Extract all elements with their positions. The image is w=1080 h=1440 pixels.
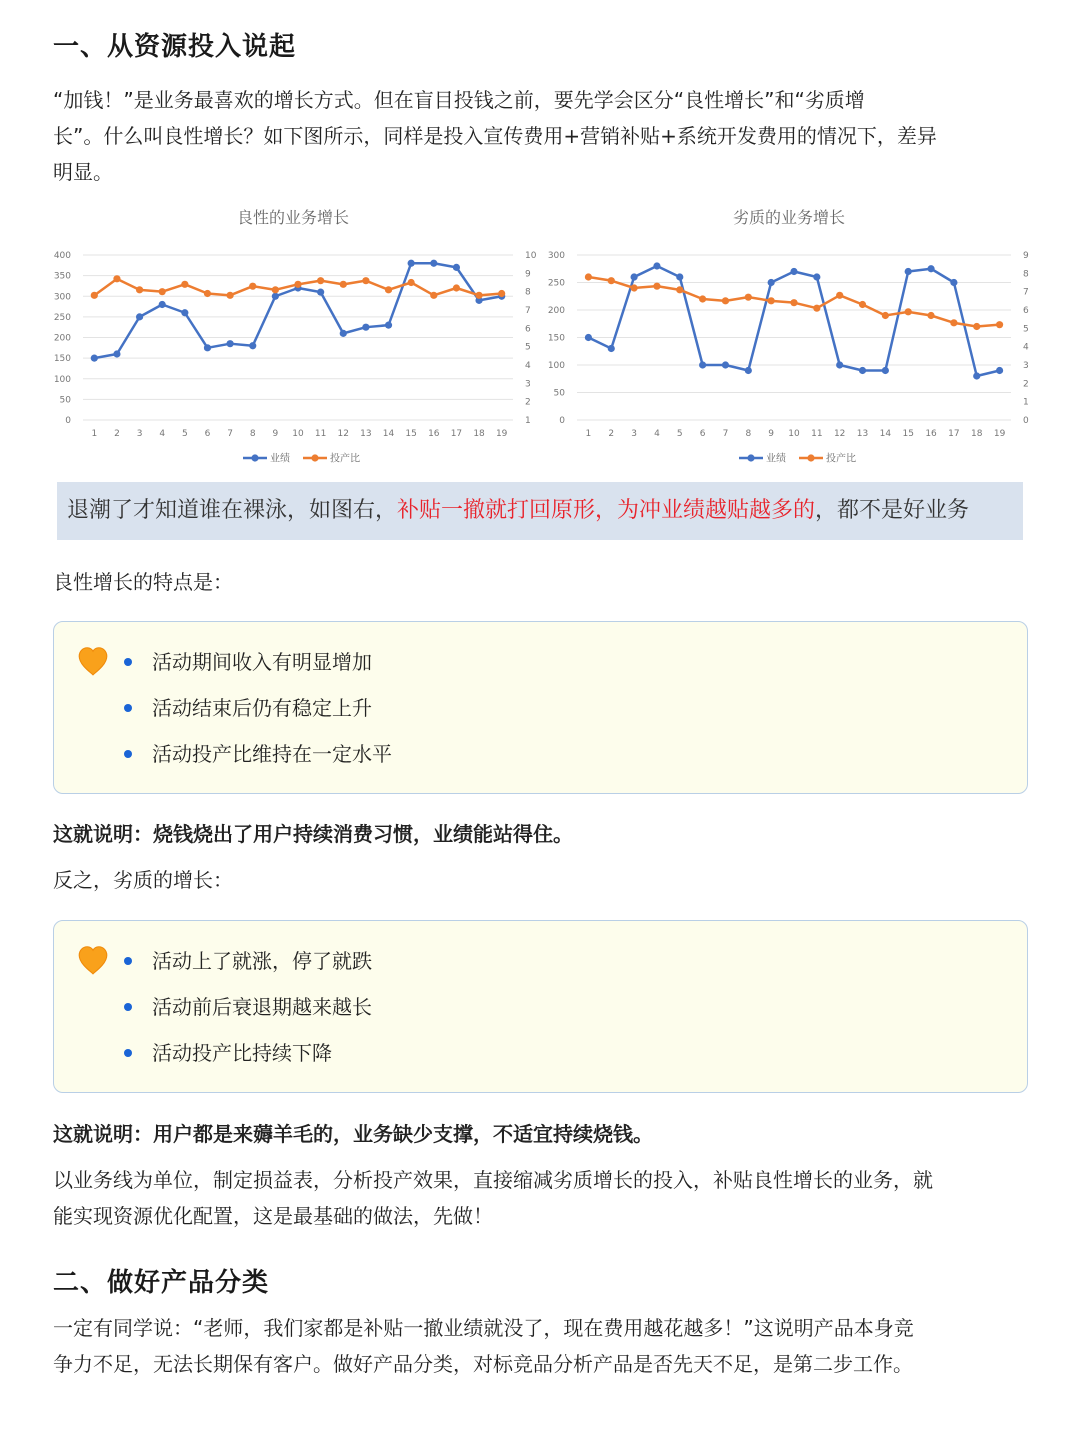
bad-growth-conclusion: 这就说明：用户都是来薅羊毛的，业务缺少支撑，不适宜持续烧钱。 (53, 1122, 653, 1146)
bullet-dot (124, 1003, 132, 1011)
x-tick-label: 15 (405, 429, 417, 439)
x-tick-label: 6 (204, 429, 211, 439)
data-point (498, 290, 505, 297)
y2-tick-label: 1 (1023, 397, 1029, 408)
x-tick-label: 8 (745, 429, 752, 439)
data-point (653, 283, 660, 290)
y2-tick-label: 9 (525, 269, 531, 280)
good-growth-conclusion: 这就说明：烧钱烧出了用户持续消费习惯，业绩能站得住。 (53, 822, 573, 846)
x-tick-label: 18 (971, 429, 983, 439)
y2-tick-label: 6 (1023, 306, 1029, 316)
x-tick-label: 3 (631, 429, 637, 439)
data-point (608, 345, 615, 352)
data-point (950, 279, 957, 286)
data-point (790, 299, 797, 306)
x-tick-label: 17 (948, 429, 960, 439)
y2-tick-label: 3 (1023, 361, 1029, 371)
y-tick-label: 100 (53, 374, 71, 385)
data-point (385, 322, 392, 329)
x-tick-label: 16 (428, 429, 440, 439)
x-tick-label: 12 (337, 429, 349, 439)
list-item (124, 1033, 372, 1079)
data-point (836, 292, 843, 299)
summary-line-1: 以业务线为单位，制定损益表，分析投产效果，直接缩减劣质增长的投入，补贴良性增长的业务，就 (53, 1168, 933, 1192)
x-tick-label: 2 (114, 429, 120, 439)
data-point (790, 268, 797, 275)
data-point (430, 260, 437, 267)
y2-tick-label: 7 (1023, 287, 1029, 298)
y-tick-label: 200 (53, 333, 71, 344)
data-point (859, 301, 866, 308)
data-point (676, 286, 683, 293)
data-point (882, 367, 889, 374)
x-tick-label: 1 (585, 429, 592, 439)
list-item-text: 活动结束后仍有稳定上升 (152, 696, 372, 720)
banner-text-start: 退潮了才知道谁在裸泳，如图右， (67, 498, 398, 523)
list-item-text: 活动前后衰退期越来越长 (152, 995, 372, 1019)
list-item (124, 734, 392, 780)
x-tick-label: 4 (654, 429, 660, 439)
good-growth-lead: 良性增长的特点是： (53, 570, 233, 594)
good-growth-list (124, 642, 392, 780)
data-point (996, 321, 1003, 328)
chart-good-growth-plot (48, 205, 538, 475)
section-1-heading: 一、从资源投入说起 (53, 32, 297, 62)
legend-marker (747, 454, 754, 461)
x-tick-label: 5 (181, 429, 188, 439)
bad-growth-list (124, 941, 372, 1079)
bullet-dot (124, 658, 132, 666)
data-point (91, 355, 98, 362)
data-point (722, 297, 729, 304)
data-point (204, 290, 211, 297)
data-point (585, 273, 592, 280)
data-point (722, 361, 729, 368)
y2-tick-label: 8 (525, 287, 531, 298)
data-point (768, 297, 775, 304)
series-line-performance (94, 263, 501, 358)
x-tick-label: 11 (314, 429, 327, 439)
data-point (813, 305, 820, 312)
x-tick-label: 7 (722, 429, 729, 439)
chart-title: 良性的业务增长 (236, 208, 349, 227)
x-tick-label: 13 (360, 429, 372, 439)
data-point (294, 281, 301, 288)
bullet-dot (124, 704, 132, 712)
data-point (453, 284, 460, 291)
chart-bad-growth-plot (542, 205, 1036, 475)
orange-heart-icon (76, 644, 110, 678)
y2-tick-label: 9 (1023, 251, 1029, 261)
y2-tick-label: 7 (525, 306, 531, 316)
banner-text-end: ，都不是好业务 (815, 498, 970, 523)
y2-tick-label: 4 (525, 361, 531, 371)
data-point (905, 268, 912, 275)
y2-tick-label: 2 (525, 397, 531, 408)
list-item (124, 941, 372, 987)
legend-label: 业绩 (270, 453, 290, 465)
x-tick-label: 8 (249, 429, 256, 439)
data-point (227, 292, 234, 299)
x-tick-label: 10 (292, 429, 304, 439)
x-tick-label: 10 (788, 429, 800, 439)
x-tick-label: 19 (993, 429, 1006, 439)
data-point (317, 277, 324, 284)
y2-tick-label: 2 (1023, 379, 1029, 390)
data-point (699, 361, 706, 368)
data-point (249, 283, 256, 290)
intro-paragraph-line-1: “加钱！”是业务最喜欢的增长方式。但在盲目投钱之前，要先学会区分“良性增长”和“劣质增 (53, 88, 865, 112)
x-tick-label: 17 (450, 429, 463, 439)
caption-banner (57, 482, 1023, 540)
intro-paragraph-line-3: 明显。 (53, 160, 113, 184)
data-point (136, 313, 143, 320)
x-tick-label: 14 (382, 429, 395, 439)
data-point (249, 342, 256, 349)
legend-marker (251, 454, 258, 461)
data-point (408, 279, 415, 286)
data-point (631, 284, 638, 291)
y2-tick-label: 10 (525, 251, 537, 261)
data-point (653, 262, 660, 269)
y-tick-label: 0 (65, 416, 71, 426)
y-tick-label: 150 (547, 333, 565, 344)
x-tick-label: 13 (856, 429, 869, 439)
y-tick-label: 0 (559, 416, 565, 426)
section-2-line-1: 一定有同学说：“老师，我们家都是补贴一撤业绩就没了，现在费用越花越多！”这说明产品本身竞 (53, 1316, 914, 1340)
data-point (608, 277, 615, 284)
x-tick-label: 9 (272, 429, 279, 439)
data-point (430, 292, 437, 299)
data-point (340, 330, 347, 337)
data-point (676, 273, 683, 280)
data-point (973, 372, 980, 379)
bullet-dot (124, 957, 132, 965)
banner-highlight: 补贴一撤就打回原形，为冲业绩越贴越多的 (397, 498, 816, 523)
y-tick-label: 200 (547, 306, 565, 316)
y-tick-label: 150 (53, 354, 71, 365)
x-tick-label: 5 (676, 429, 683, 439)
chart-bad-growth (542, 205, 1036, 475)
data-point (475, 292, 482, 299)
data-point (317, 289, 324, 296)
data-point (453, 264, 460, 271)
y2-tick-label: 1 (525, 416, 531, 426)
data-point (745, 294, 752, 301)
legend-label: 业绩 (766, 453, 786, 465)
y-tick-label: 300 (547, 251, 565, 261)
y-tick-label: 400 (53, 251, 71, 261)
data-point (699, 295, 706, 302)
x-tick-label: 7 (227, 429, 233, 439)
y-tick-label: 350 (53, 271, 71, 282)
bullet-dot (124, 750, 132, 758)
list-item-text: 活动投产比持续下降 (152, 1041, 332, 1065)
x-tick-label: 16 (925, 429, 937, 439)
data-point (272, 286, 279, 293)
data-point (408, 260, 415, 267)
data-point (159, 288, 166, 295)
y-tick-label: 250 (53, 312, 71, 323)
list-item (124, 688, 392, 734)
list-item-text: 活动上了就涨，停了就跌 (152, 949, 372, 973)
y-tick-label: 100 (547, 361, 565, 371)
legend-marker (311, 454, 318, 461)
bad-growth-box (53, 920, 1028, 1093)
data-point (882, 312, 889, 319)
data-point (927, 312, 934, 319)
y2-tick-label: 4 (1023, 342, 1029, 353)
data-point (362, 324, 369, 331)
summary-line-2: 能实现资源优化配置，这是最基础的做法，先做！ (53, 1204, 493, 1228)
legend-label: 投产比 (826, 453, 856, 465)
data-point (768, 279, 775, 286)
data-point (927, 265, 934, 272)
data-point (340, 281, 347, 288)
bad-growth-lead: 反之，劣质的增长： (53, 868, 233, 892)
x-tick-label: 1 (91, 429, 98, 439)
y2-tick-label: 3 (525, 379, 531, 390)
data-point (204, 344, 211, 351)
y2-tick-label: 6 (525, 324, 531, 335)
y-tick-label: 50 (553, 388, 565, 399)
bullet-dot (124, 1049, 132, 1057)
data-point (745, 367, 752, 374)
list-item (124, 642, 392, 688)
x-tick-label: 18 (473, 429, 485, 439)
y2-tick-label: 5 (525, 342, 531, 353)
data-point (181, 309, 188, 316)
legend-label: 投产比 (330, 453, 360, 465)
legend-marker (807, 454, 814, 461)
data-point (272, 293, 279, 300)
y-tick-label: 250 (547, 278, 565, 289)
data-point (362, 277, 369, 284)
data-point (859, 367, 866, 374)
section-2-line-2: 争力不足，无法长期保有客户。做好产品分类，对标竞品分析产品是否先天不足，是第二步工作。 (53, 1352, 913, 1376)
section-2-heading: 二、做好产品分类 (53, 1268, 270, 1298)
list-item-text: 活动投产比维持在一定水平 (152, 742, 392, 766)
data-point (996, 367, 1003, 374)
chart-title: 劣质的业务增长 (732, 208, 845, 227)
intro-paragraph-line-2: 长”。什么叫良性增长？如下图所示，同样是投入宣传费用+营销补贴+系统开发费用的情况下，差异 (53, 124, 937, 148)
data-point (836, 361, 843, 368)
data-point (585, 334, 592, 341)
x-tick-label: 3 (136, 429, 143, 439)
x-tick-label: 2 (608, 429, 615, 439)
x-tick-label: 15 (902, 429, 914, 439)
x-tick-label: 19 (495, 429, 508, 439)
y-tick-label: 300 (53, 292, 71, 303)
orange-heart-icon (76, 943, 110, 977)
x-tick-label: 4 (159, 429, 166, 439)
data-point (950, 319, 957, 326)
data-point (91, 292, 98, 299)
good-growth-box (53, 621, 1028, 794)
list-item (124, 987, 372, 1033)
x-tick-label: 11 (811, 429, 823, 439)
x-tick-label: 14 (879, 429, 892, 439)
x-tick-label: 6 (699, 429, 706, 439)
y2-tick-label: 0 (1023, 416, 1029, 426)
chart-good-growth (48, 205, 538, 475)
data-point (813, 273, 820, 280)
x-tick-label: 12 (833, 429, 846, 439)
y2-tick-label: 5 (1023, 324, 1029, 335)
list-item-text: 活动期间收入有明显增加 (152, 650, 372, 674)
data-point (136, 286, 143, 293)
data-point (159, 301, 166, 308)
data-point (113, 350, 120, 357)
data-point (227, 340, 234, 347)
y2-tick-label: 8 (1023, 269, 1029, 280)
data-point (973, 323, 980, 330)
x-tick-label: 9 (768, 429, 775, 439)
data-point (181, 281, 188, 288)
y-tick-label: 50 (59, 395, 71, 406)
data-point (631, 273, 638, 280)
data-point (385, 286, 392, 293)
data-point (113, 275, 120, 282)
data-point (905, 308, 912, 315)
